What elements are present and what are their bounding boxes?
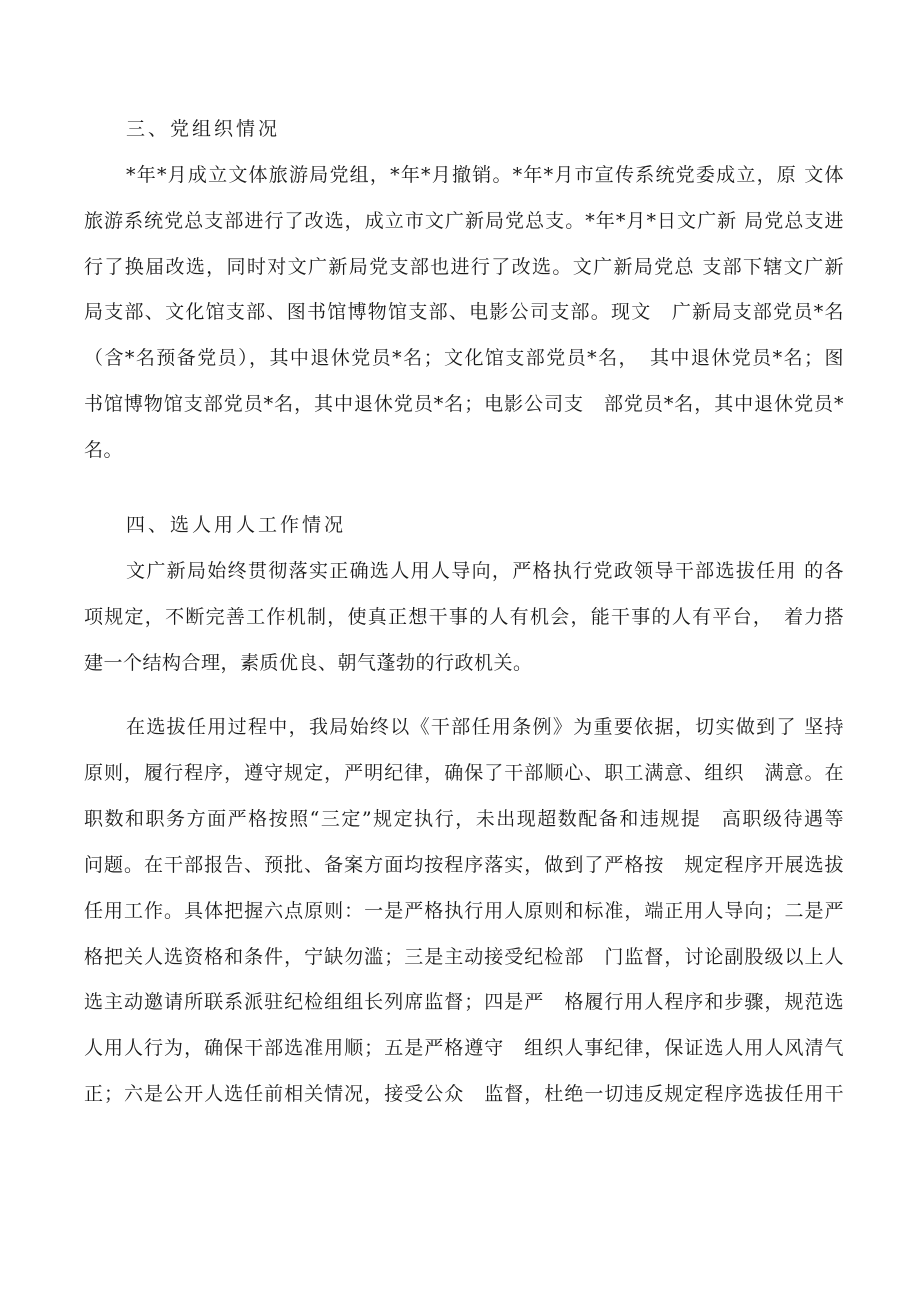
paragraph-line: 项规定，不断完善工作机制，使真正想干事的人有机会，能干事的人有平台， 着力搭 [84,606,844,628]
section-heading-personnel-selection: 四、选人用人工作情况 [126,514,347,536]
paragraph-line: 行了换届改选，同时对文广新局党支部也进行了改选。文广新局党总 支部下辖文广新 [84,256,844,278]
paragraph-line: 旅游系统党总支部进行了改选，成立市文广新局党总支。*年*月*日文广新 局党总支进 [84,210,844,232]
paragraph-line: 任用工作。具体把握六点原则：一是严格执行用人原则和标准，端正用人导向；二是严 [84,900,844,922]
paragraph-line: 问题。在干部报告、预批、备案方面均按程序落实，做到了严格按 规定程序开展选拔 [84,854,844,876]
paragraph-line: 建一个结构合理，素质优良、朝气蓬勃的行政机关。 [84,652,533,674]
paragraph-line: 人用人行为，确保干部选准用顺；五是严格遵守 组织人事纪律，保证选人用人风清气 [84,1037,844,1059]
paragraph-line: *年*月成立文体旅游局党组，*年*月撤销。*年*月市宣传系统党委成立，原 文体 [126,164,844,186]
paragraph-line: 选主动邀请所联系派驻纪检组组长列席监督；四是严 格履行用人程序和步骤，规范选 [84,991,844,1013]
paragraph-line: 正；六是公开人选任前相关情况，接受公众 监督，杜绝一切违反规定程序选拔任用干 [84,1083,844,1105]
paragraph-line: 书馆博物馆支部党员*名，其中退休党员*名；电影公司支 部党员*名，其中退休党员* [84,393,844,415]
paragraph-line: 在选拔任用过程中，我局始终以《干部任用条例》为重要依据，切实做到了 坚持 [126,716,844,738]
section-heading-party-organization: 三、党组织情况 [126,118,281,140]
paragraph-line: 职数和职务方面严格按照“三定”规定执行，未出现超数配备和违规提 高职级待遇等 [84,808,844,830]
paragraph-line: 局支部、文化馆支部、图书馆博物馆支部、电影公司支部。现文 广新局支部党员*名 [84,301,844,323]
paragraph-line: 原则，履行程序，遵守规定，严明纪律，确保了干部顺心、职工满意、组织 满意。在 [84,762,844,784]
paragraph-line: 名。 [84,439,124,461]
paragraph-line: 文广新局始终贯彻落实正确选人用人导向，严格执行党政领导干部选拔任用 的各 [126,560,844,582]
paragraph-line: 格把关人选资格和条件，宁缺勿滥；三是主动接受纪检部 门监督，讨论副股级以上人 [84,946,844,968]
paragraph-line: （含*名预备党员），其中退休党员*名；文化馆支部党员*名， 其中退休党员*名；图 [84,347,844,369]
